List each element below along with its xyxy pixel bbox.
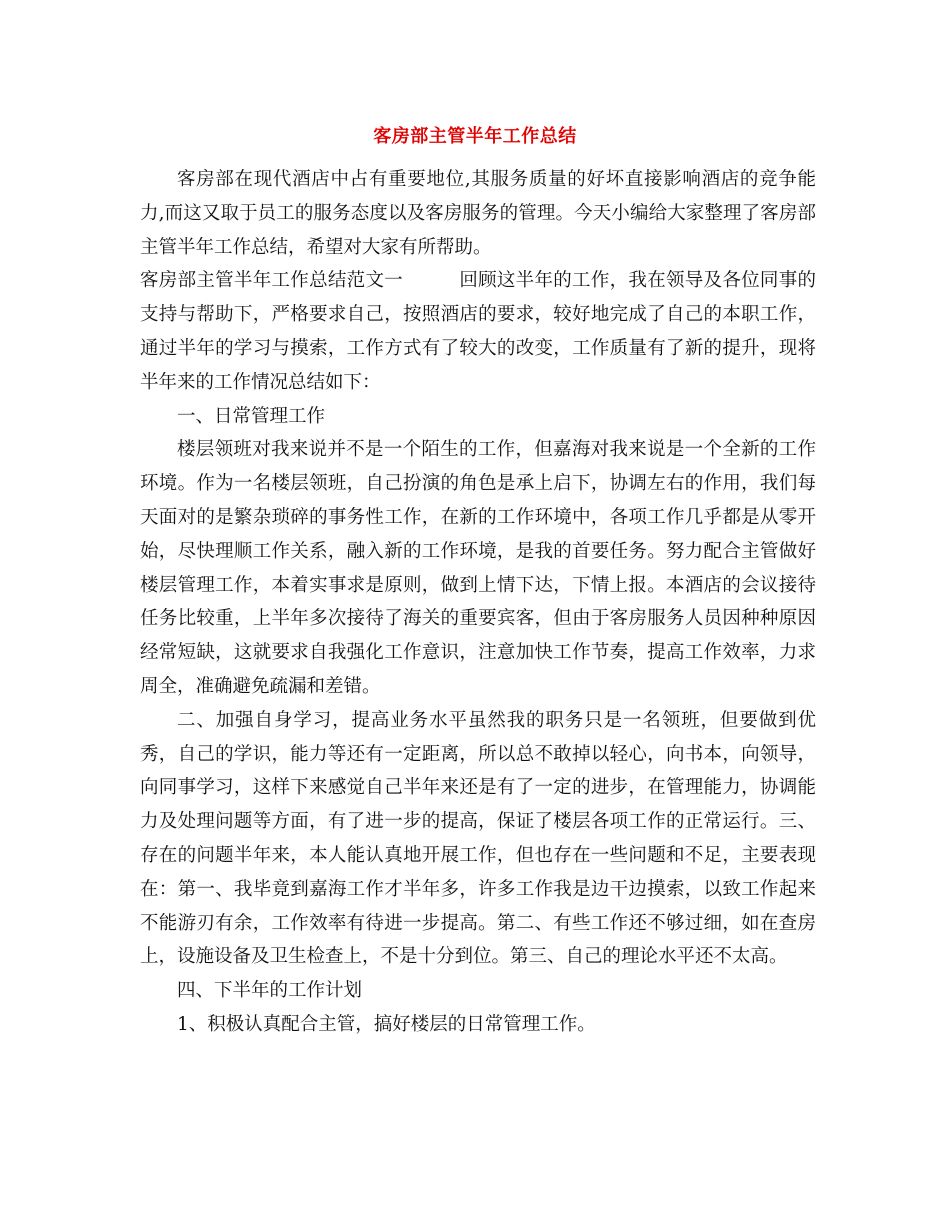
document-body xyxy=(140,163,816,1042)
sample-paragraph xyxy=(140,264,816,399)
section-heading-work-plan: 四、下半年的工作计划 xyxy=(177,980,363,1002)
intro-paragraph: 客房部在现代酒店中占有重要地位,其服务质量的好坏直接影响酒店的竞争能力,而这又取于员工的服务态度以及客房服务的管理。今天小编给大家整理了客房部主管半年工作总结，希望对大家有所帮助。 xyxy=(140,169,816,258)
daily-management-paragraph: 楼层领班对我来说并不是一个陌生的工作，但嘉海对我来说是一个全新的工作环境。作为一名楼层领班，自己扮演的角色是承上启下，协调左右的作用，我们每天面对的是繁杂琐碎的事务性工作，在新的工作环境中，各项工作几乎都是从零开始，尽快理顺工作关系，融入新的工作环境，是我的首要任务。努力配合主管做好楼层管理工作，本着实事求是原则，做到上情下达，下情上报。本酒店的会议接待任务比较重，上半年多次接待了海关的重要宾客，但由于客房服务人员因种种原因经常短缺，这就要求自我强化工作意识，注意加快工作节奏，提高工作效率，力求周全，准确避免疏漏和差错。 xyxy=(140,439,816,697)
sample-label: 客房部主管半年工作总结范文一 xyxy=(140,270,404,292)
sample-intro-text: 回顾这半年的工作，我在领导及各位同事的支持与帮助下，严格要求自己，按照酒店的要求，较好地完成了自己的本职工作，通过半年的学习与摸索，工作方式有了较大的改变，工作质量有了新的提升，现将半年来的工作情况总结如下： xyxy=(140,270,816,393)
plan-item-1: 1、积极认真配合主管，搞好楼层的日常管理工作。 xyxy=(177,1013,596,1035)
self-learning-paragraph: 二、加强自身学习，提高业务水平虽然我的职务只是一名领班，但要做到优秀，自己的学识，能力等还有一定距离，所以总不敢掉以轻心，向书本，向领导，向同事学习，这样下来感觉自己半年来还是有了一定的进步，在管理能力，协调能力及处理问题等方面，有了进一步的提高，保证了楼层各项工作的正常运行。三、存在的问题半年来，本人能认真地开展工作，但也存在一些问题和不足，主要表现在：第一、我毕竟到嘉海工作才半年多，许多工作我是边干边摸索，以致工作起来不能游刃有余，工作效率有待进一步提高。第二、有些工作还不够过细，如在查房上，设施设备及卫生检查上，不是十分到位。第三、自己的理论水平还不太高。 xyxy=(140,709,816,968)
section-heading-daily-management: 一、日常管理工作 xyxy=(177,405,326,427)
document-title: 客房部主管半年工作总结 xyxy=(373,126,577,147)
